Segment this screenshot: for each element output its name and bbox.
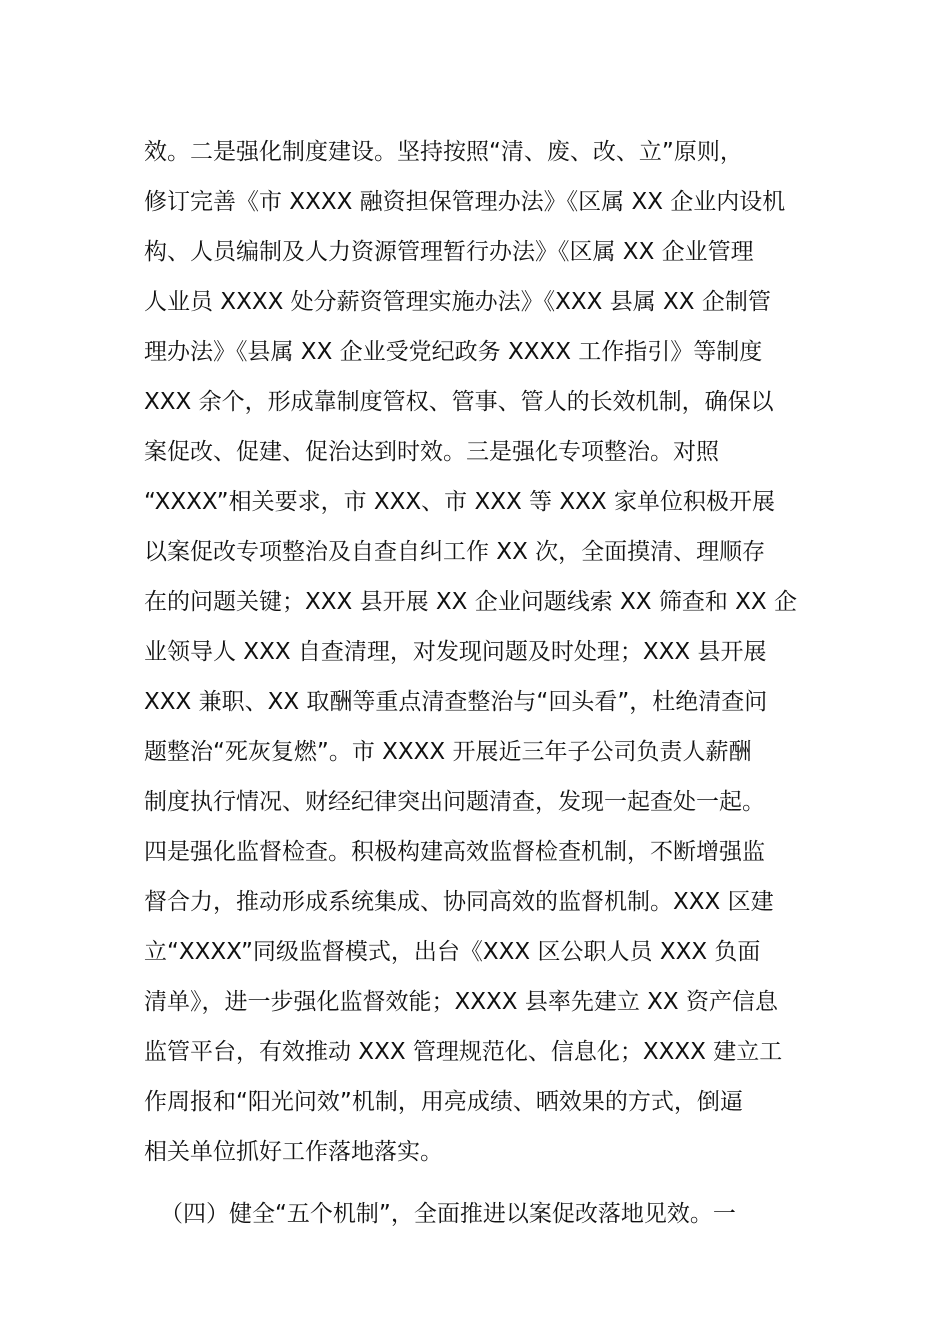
paragraph-gap: [144, 1177, 814, 1189]
text-line: 案促改、促建、促治达到时效。三是强化专项整治。对照: [144, 439, 719, 465]
text-line: 修订完善《市 XXXX 融资担保管理办法》《区属 XX 企业内设机: [144, 189, 786, 215]
text-line: 构、人员编制及人力资源管理暂行办法》《区属 XX 企业管理: [144, 239, 754, 265]
text-line: 业领导人 XXX 自查清理，对发现问题及时处理；XXX 县开展: [144, 639, 767, 665]
text-line: 清单》，进一步强化监督效能；XXXX 县率先建立 XX 资产信息: [144, 989, 778, 1015]
text-line: 以案促改专项整治及自查自纠工作 XX 次，全面摸清、理顺存: [144, 539, 766, 565]
text-line: 作周报和“阳光问效”机制，用亮成绩、晒效果的方式，倒逼: [144, 1089, 743, 1115]
text-line: “XXXX”相关要求，市 XXX、市 XXX 等 XXX 家单位积极开展: [144, 489, 775, 515]
text-line: 理办法》《县属 XX 企业受党纪政务 XXXX 工作指引》等制度: [144, 339, 763, 365]
text-line: 制度执行情况、财经纪律突出问题清查，发现一起查处一起。: [144, 789, 765, 815]
text-line: 督合力，推动形成系统集成、协同高效的监督机制。XXX 区建: [144, 889, 774, 915]
text-line: 立“XXXX”同级监督模式，出台《XXX 区公职人员 XXX 负面: [144, 939, 761, 965]
text-line: XXX 兼职、XX 取酬等重点清查整治与“回头看”，杜绝清查问: [144, 689, 768, 715]
text-line: 效。二是强化制度建设。坚持按照“清、废、改、立”原则，: [144, 139, 743, 165]
text-line: 题整治“死灰复燃”。市 XXXX 开展近三年子公司负责人薪酬: [144, 739, 752, 765]
text-line: 在的问题关键；XXX 县开展 XX 企业问题线索 XX 筛查和 XX 企: [144, 589, 797, 615]
section-heading-line: （四）健全“五个机制”，全面推进以案促改落地见效。一: [160, 1201, 736, 1227]
text-line: 人业员 XXXX 处分薪资管理实施办法》《XXX 县属 XX 企制管: [144, 289, 771, 315]
text-line: 四是强化监督检查。积极构建高效监督检查机制，不断增强监: [144, 839, 765, 865]
text-line: 相关单位抓好工作落地落实。: [144, 1139, 443, 1165]
text-line: 监管平台，有效推动 XXX 管理规范化、信息化；XXXX 建立工: [144, 1039, 783, 1065]
text-line: XXX 余个，形成靠制度管权、管事、管人的长效机制，确保以: [144, 389, 774, 415]
document-body: [144, 127, 814, 1239]
